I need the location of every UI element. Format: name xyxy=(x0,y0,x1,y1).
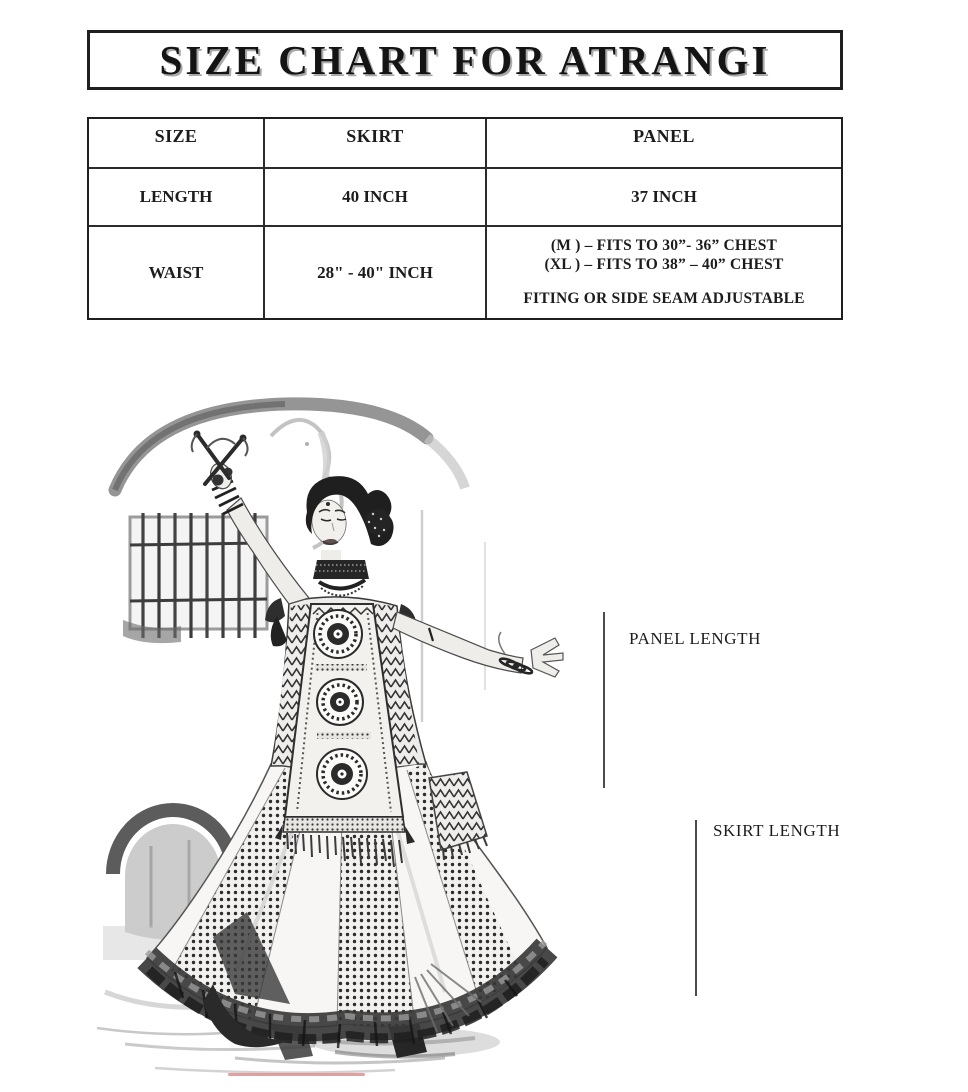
table-header-panel: PANEL xyxy=(487,119,841,169)
head xyxy=(306,476,394,595)
size-table xyxy=(87,117,843,320)
panel-fitting-note: FITING OR SIDE SEAM ADJUSTABLE xyxy=(523,290,805,307)
table-header-skirt: SKIRT xyxy=(265,119,487,169)
row-waist-skirt-value: 28" - 40" INCH xyxy=(265,227,487,318)
row-waist-label: WAIST xyxy=(89,227,265,318)
bodice xyxy=(265,597,426,867)
panel-length-line xyxy=(603,612,605,788)
row-length-label: LENGTH xyxy=(89,169,265,227)
panel-fit-xl-line: (XL ) – FITS TO 38” – 40” CHEST xyxy=(544,256,784,273)
table-header-size: SIZE xyxy=(89,119,265,169)
row-waist-panel-value xyxy=(487,227,841,318)
skirt-length-line xyxy=(695,820,697,996)
panel-fit-m-line: (M ) – FITS TO 30”- 36” CHEST xyxy=(550,237,778,254)
title-box xyxy=(87,30,843,90)
row-length-skirt-value: 40 INCH xyxy=(265,169,487,227)
page-title: SIZE CHART FOR ATRANGI xyxy=(159,37,771,83)
panel-length-label: PANEL LENGTH xyxy=(629,629,762,648)
floor-accent-line xyxy=(228,1073,365,1076)
row-length-panel-value: 37 INCH xyxy=(487,169,841,227)
dancer-illustration xyxy=(85,392,575,1092)
skirt-length-label: SKIRT LENGTH xyxy=(713,821,841,840)
